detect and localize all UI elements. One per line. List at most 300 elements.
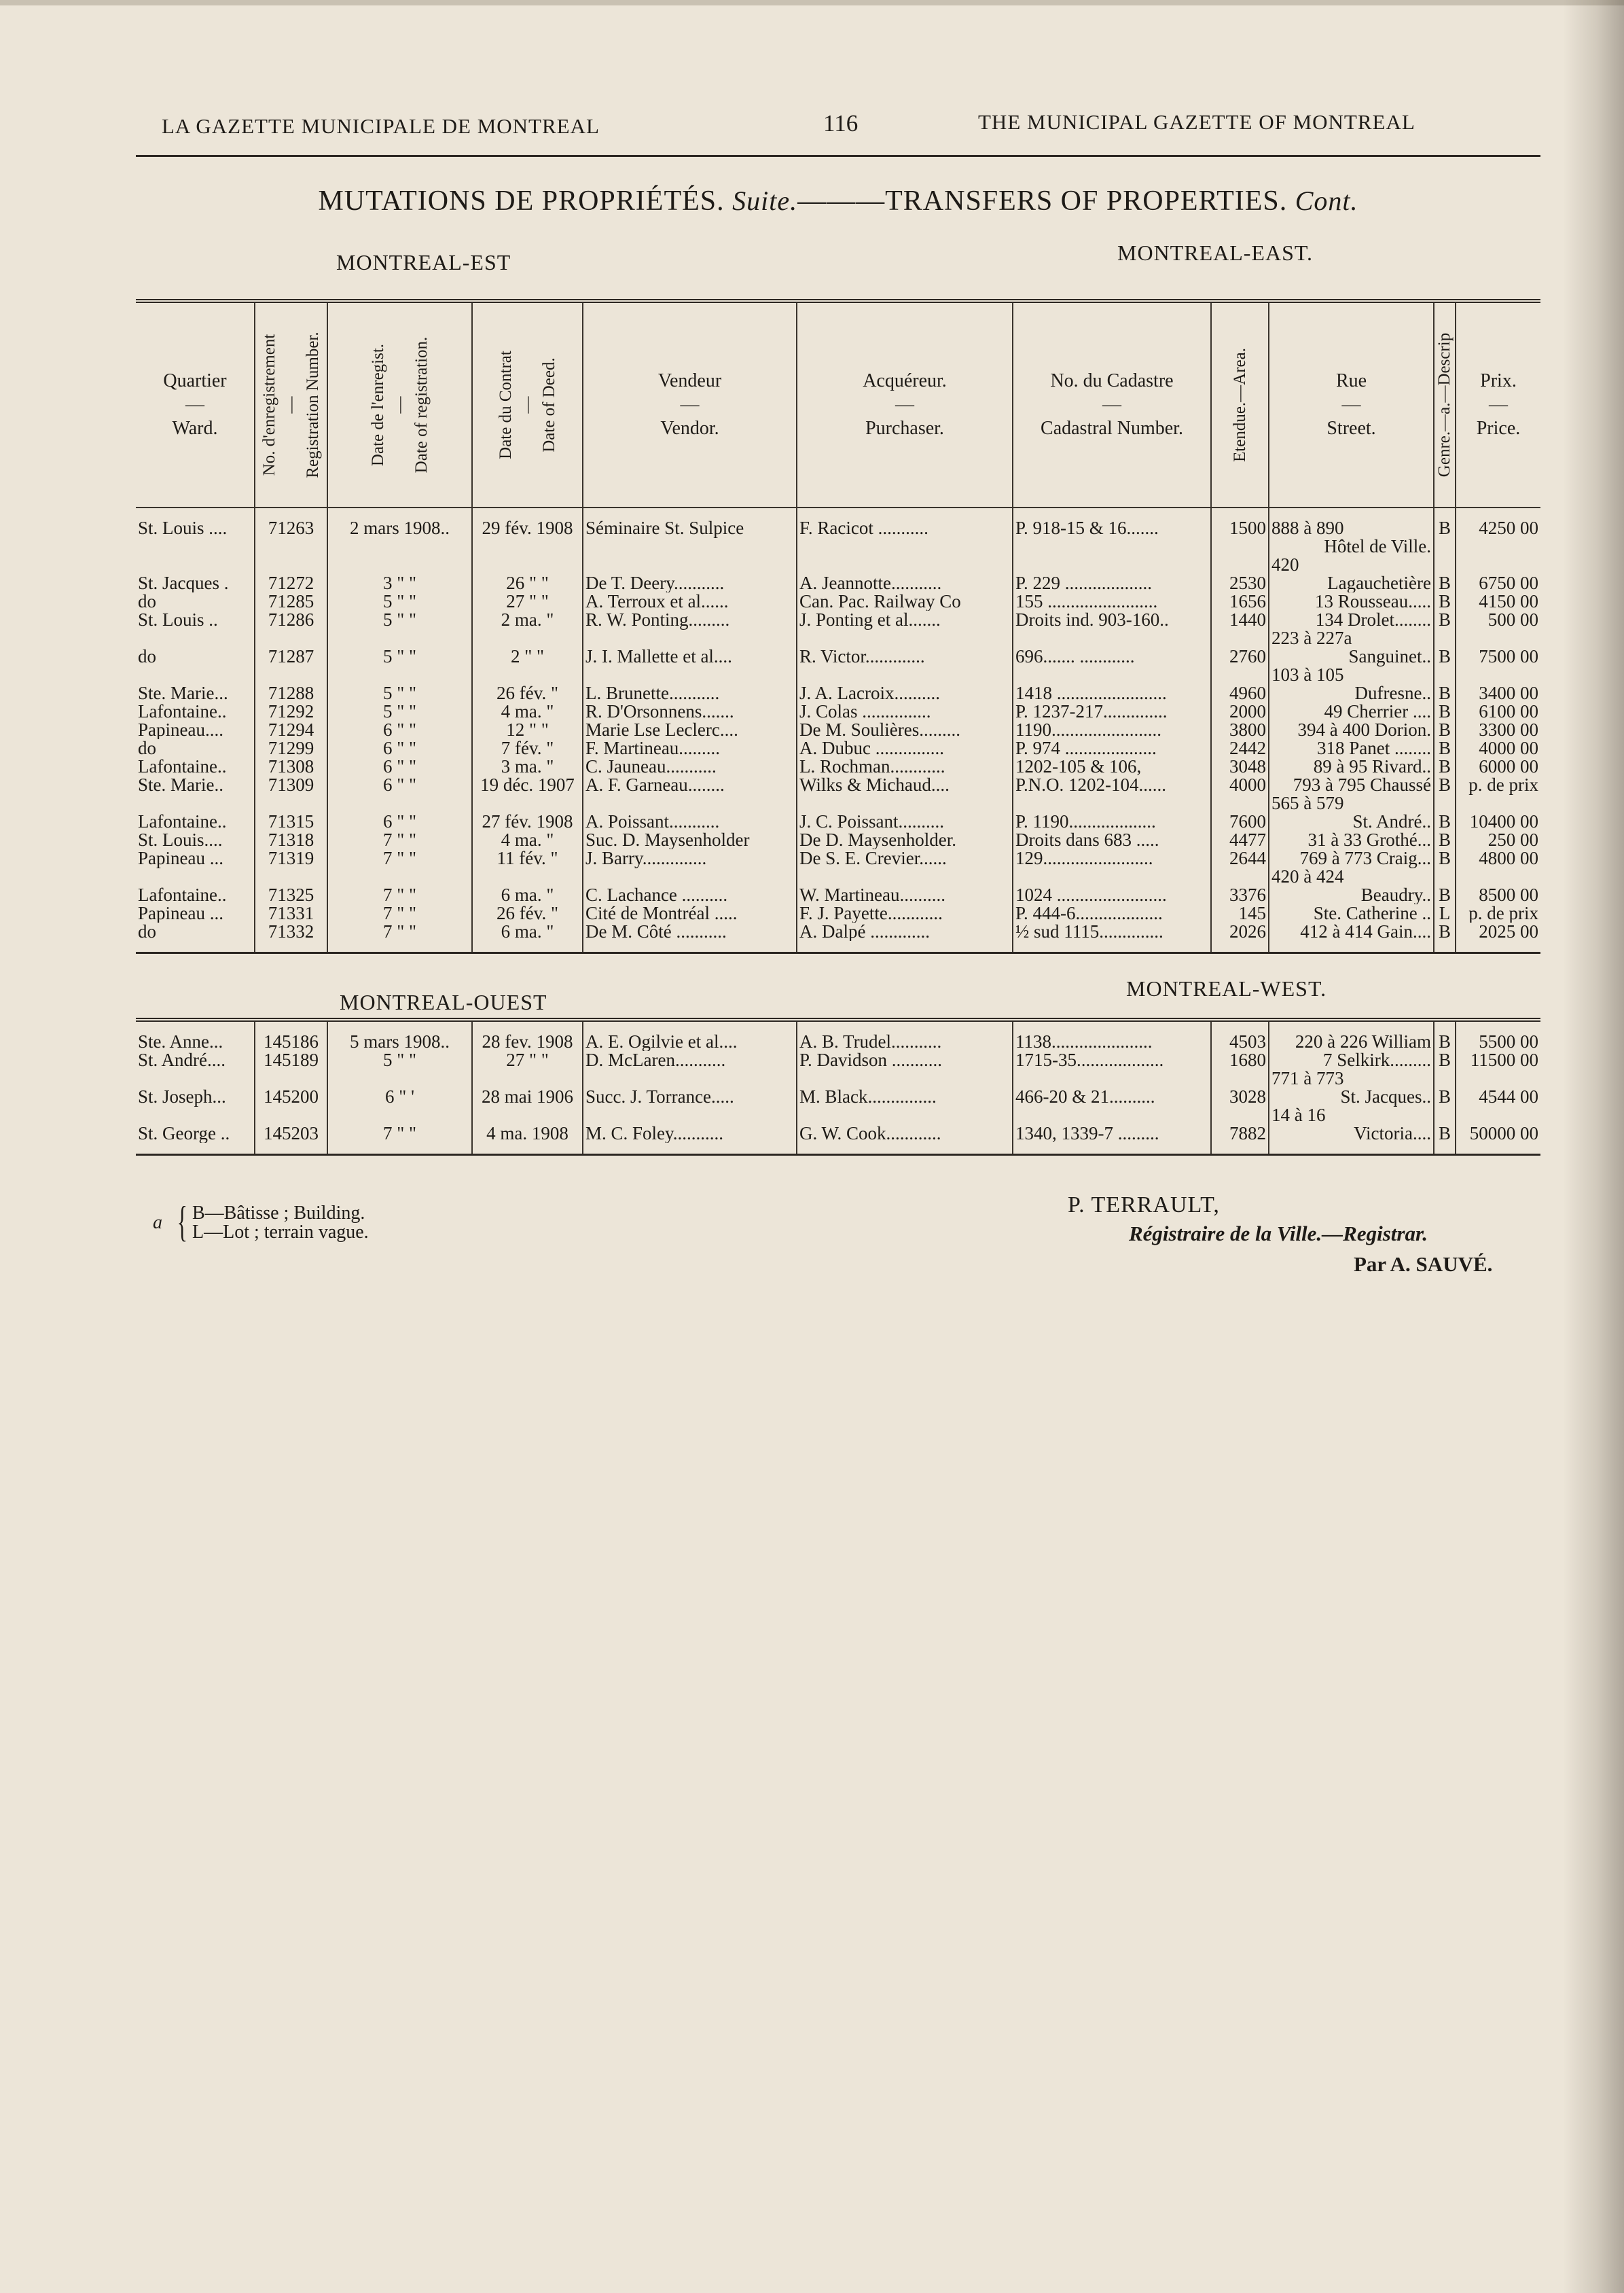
street-number-suffix: 420 <box>1271 554 1299 574</box>
date-registration-cell: 7 " " <box>327 831 472 849</box>
description-cell: B <box>1434 1124 1456 1143</box>
ward-cell: Ste. Marie... <box>138 684 228 703</box>
area-cell: 3028 <box>1211 1088 1269 1124</box>
ward-cell: St. Joseph... <box>138 1088 226 1107</box>
ward-cell: Papineau.... <box>138 721 223 739</box>
street-cell <box>1269 703 1434 721</box>
date-deed-cell: 29 fév. 1908 <box>472 519 583 574</box>
date-registration-cell: 6 " " <box>327 721 472 739</box>
street-cell <box>1269 1033 1434 1051</box>
header-right: THE MUNICIPAL GAZETTE OF MONTREAL <box>978 110 1415 134</box>
registration-number-cell: 71299 <box>255 739 327 758</box>
street-number-suffix: 14 à 16 <box>1271 1105 1326 1124</box>
purchaser-cell: L. Rochman............ <box>797 758 1013 776</box>
vendor-cell: R. W. Ponting......... <box>583 611 797 647</box>
signature-title: Régistraire de la Ville.—Registrar. <box>1129 1222 1428 1245</box>
cadastral-number-cell: 129........................ <box>1013 849 1211 886</box>
date-registration-cell: 5 mars 1908.. <box>327 1033 472 1051</box>
street-name: 7 Selkirk......... <box>1323 1051 1431 1070</box>
header-left: LA GAZETTE MUNICIPALE DE MONTREAL <box>162 114 600 138</box>
price-cell: 4000 00 <box>1456 739 1540 758</box>
table-row <box>136 574 1540 592</box>
date-registration-cell: 6 " " <box>327 739 472 758</box>
ward-cell: St. Louis.... <box>138 831 223 849</box>
date-registration-cell: 5 " " <box>327 703 472 721</box>
street-name: St. André.. <box>1352 813 1431 831</box>
vendor-cell: Suc. D. Maysenholder <box>583 831 797 849</box>
vendor-cell: D. McLaren........... <box>583 1051 797 1088</box>
area-cell: 145 <box>1211 904 1269 923</box>
description-cell: B <box>1434 611 1456 647</box>
registration-number-cell: 71294 <box>255 721 327 739</box>
signature-by: Par A. SAUVÉ. <box>1354 1252 1493 1276</box>
description-cell: B <box>1434 574 1456 592</box>
col-date-deed: Date du Contrat — Date of Deed. <box>472 301 583 508</box>
purchaser-cell: P. Davidson ........... <box>797 1051 1013 1088</box>
vendor-cell: Séminaire St. Sulpice <box>583 519 797 574</box>
street-name: 394 à 400 Dorion. <box>1297 721 1431 739</box>
registration-number-cell: 71318 <box>255 831 327 849</box>
date-deed-cell: 7 fév. " <box>472 739 583 758</box>
area-cell: 7882 <box>1211 1124 1269 1143</box>
east-transfers-table <box>136 299 1540 954</box>
signature-name: P. TERRAULT, <box>1068 1192 1220 1217</box>
area-cell: 7600 <box>1211 813 1269 831</box>
price-cell: 3400 00 <box>1456 684 1540 703</box>
vendor-cell: F. Martineau......... <box>583 739 797 758</box>
street-name: Sanguinet.. <box>1348 647 1431 666</box>
purchaser-cell: J. Ponting et al....... <box>797 611 1013 647</box>
description-cell: B <box>1434 831 1456 849</box>
area-cell: 1656 <box>1211 592 1269 611</box>
street-name: 793 à 795 Chaussé <box>1293 776 1431 795</box>
street-cell <box>1269 611 1434 647</box>
date-deed-cell: 6 ma. " <box>472 923 583 941</box>
col-date-registration: Date de l'enregist. — Date of registration. <box>327 301 472 508</box>
street-name: Ste. Catherine .. <box>1313 904 1431 923</box>
area-cell: 2644 <box>1211 849 1269 886</box>
col-registration-number: No. d'enregistrement — Registration Number. <box>255 301 327 508</box>
ward-cell: St. Louis .... <box>138 519 228 538</box>
street-cell <box>1269 739 1434 758</box>
description-cell: B <box>1434 886 1456 904</box>
date-deed-cell: 4 ma. 1908 <box>472 1124 583 1143</box>
date-registration-cell: 6 " " <box>327 776 472 813</box>
date-registration-cell: 6 " " <box>327 758 472 776</box>
spacer-row <box>136 1020 1540 1033</box>
ward-cell: Lafontaine.. <box>138 758 227 776</box>
price-cell: 4250 00 <box>1456 519 1540 574</box>
cadastral-number-cell: Droits dans 683 ..... <box>1013 831 1211 849</box>
price-cell: 6000 00 <box>1456 758 1540 776</box>
description-cell: B <box>1434 684 1456 703</box>
table-row <box>136 886 1540 904</box>
col-price: Prix. — Price. <box>1456 301 1540 508</box>
description-cell: B <box>1434 1033 1456 1051</box>
description-cell: B <box>1434 776 1456 813</box>
price-cell: p. de prix <box>1456 776 1540 813</box>
region-west-fr: MONTREAL-OUEST <box>340 990 547 1014</box>
price-cell: 2025 00 <box>1456 923 1540 941</box>
price-cell: 5500 00 <box>1456 1033 1540 1051</box>
description-cell: B <box>1434 758 1456 776</box>
table-row <box>136 703 1540 721</box>
vendor-cell: C. Jauneau........... <box>583 758 797 776</box>
vendor-cell: M. C. Foley........... <box>583 1124 797 1143</box>
vendor-cell: A. E. Ogilvie et al.... <box>583 1033 797 1051</box>
street-cell <box>1269 849 1434 886</box>
vendor-cell: C. Lachance .......... <box>583 886 797 904</box>
vendor-cell: Succ. J. Torrance..... <box>583 1088 797 1124</box>
registration-number-cell: 145203 <box>255 1124 327 1143</box>
registration-number-cell: 71309 <box>255 776 327 813</box>
date-registration-cell: 7 " " <box>327 923 472 941</box>
area-cell: 1680 <box>1211 1051 1269 1088</box>
street-number-suffix: 420 à 424 <box>1271 866 1344 886</box>
title-dash: ——— <box>797 185 886 217</box>
cadastral-number-cell: P. 974 .................... <box>1013 739 1211 758</box>
table-row <box>136 647 1540 684</box>
description-cell: B <box>1434 519 1456 574</box>
price-cell: 500 00 <box>1456 611 1540 647</box>
area-cell: 2000 <box>1211 703 1269 721</box>
ward-cell: do <box>138 739 156 758</box>
col-street: Rue — Street. <box>1269 301 1434 508</box>
cadastral-number-cell: 1715-35................... <box>1013 1051 1211 1088</box>
table-row <box>136 923 1540 941</box>
area-cell: 4477 <box>1211 831 1269 849</box>
street-name: Lagauchetière <box>1327 574 1431 592</box>
street-name: 31 à 33 Grothé... <box>1307 831 1431 849</box>
spacer-row <box>136 508 1540 519</box>
ward-cell: St. André.... <box>138 1051 226 1070</box>
registration-number-cell: 71272 <box>255 574 327 592</box>
date-deed-cell: 27 " " <box>472 1051 583 1088</box>
date-registration-cell: 5 " " <box>327 1051 472 1088</box>
ward-cell: Lafontaine.. <box>138 813 227 831</box>
street-name: 134 Drolet........ <box>1315 611 1431 630</box>
description-cell: L <box>1434 904 1456 923</box>
table-row <box>136 831 1540 849</box>
purchaser-cell: Wilks & Michaud.... <box>797 776 1013 813</box>
price-cell: p. de prix <box>1456 904 1540 923</box>
street-cell <box>1269 1124 1434 1143</box>
ward-cell: Lafontaine.. <box>138 886 227 904</box>
vendor-cell: A. Poissant........... <box>583 813 797 831</box>
date-registration-cell: 6 " " <box>327 813 472 831</box>
date-registration-cell: 7 " " <box>327 1124 472 1143</box>
spacer-row <box>136 941 1540 953</box>
street-cell <box>1269 721 1434 739</box>
description-cell: B <box>1434 849 1456 886</box>
col-area: Etendue.—Area. <box>1211 301 1269 508</box>
street-name: 769 à 773 Craig... <box>1299 849 1431 868</box>
table-row <box>136 1088 1540 1124</box>
street-number-suffix: 771 à 773 <box>1271 1068 1344 1088</box>
west-table-body <box>136 1020 1540 1155</box>
date-deed-cell: 12 " " <box>472 721 583 739</box>
cadastral-number-cell: P. 444-6................... <box>1013 904 1211 923</box>
area-cell: 4960 <box>1211 684 1269 703</box>
date-registration-cell: 7 " " <box>327 849 472 886</box>
cadastral-number-cell: 1190........................ <box>1013 721 1211 739</box>
area-cell: 4503 <box>1211 1033 1269 1051</box>
purchaser-cell: A. Dalpé ............. <box>797 923 1013 941</box>
area-cell: 3800 <box>1211 721 1269 739</box>
header-rule <box>136 155 1540 157</box>
date-deed-cell: 3 ma. " <box>472 758 583 776</box>
registration-number-cell: 71319 <box>255 849 327 886</box>
date-deed-cell: 26 " " <box>472 574 583 592</box>
table-row <box>136 1051 1540 1088</box>
col-ward: Quartier — Ward. <box>136 301 255 508</box>
price-cell: 11500 00 <box>1456 1051 1540 1088</box>
binding-shadow <box>1563 0 1624 2293</box>
description-cell: B <box>1434 721 1456 739</box>
ward-cell: St. Jacques . <box>138 574 229 592</box>
street-name: Victoria.... <box>1354 1124 1431 1143</box>
date-registration-cell: 7 " " <box>327 886 472 904</box>
price-cell: 8500 00 <box>1456 886 1540 904</box>
area-cell: 3048 <box>1211 758 1269 776</box>
ward-cell: Papineau ... <box>138 904 223 923</box>
street-number-prefix: 888 à 890 <box>1271 519 1344 538</box>
street-cell <box>1269 923 1434 941</box>
spacer-row <box>136 1143 1540 1155</box>
table-row <box>136 813 1540 831</box>
street-name: 13 Rousseau..... <box>1315 592 1431 611</box>
purchaser-cell: A. Dubuc ............... <box>797 739 1013 758</box>
purchaser-cell: De D. Maysenholder. <box>797 831 1013 849</box>
registration-number-cell: 71286 <box>255 611 327 647</box>
table-row <box>136 758 1540 776</box>
street-number-suffix: 565 à 579 <box>1271 793 1344 813</box>
street-name: 49 Cherrier .... <box>1324 703 1431 721</box>
street-name: 89 à 95 Rivard.. <box>1313 758 1431 776</box>
purchaser-cell: F. Racicot ........... <box>797 519 1013 574</box>
registration-number-cell: 71308 <box>255 758 327 776</box>
street-cell <box>1269 574 1434 592</box>
street-cell <box>1269 813 1434 831</box>
page-number: 116 <box>823 110 859 137</box>
date-registration-cell: 2 mars 1908.. <box>327 519 472 574</box>
table-row <box>136 1124 1540 1143</box>
street-cell <box>1269 1051 1434 1088</box>
registration-number-cell: 145189 <box>255 1051 327 1088</box>
street-cell <box>1269 758 1434 776</box>
street-name: Beaudry.. <box>1360 886 1431 904</box>
purchaser-cell: W. Martineau.......... <box>797 886 1013 904</box>
registration-number-cell: 71288 <box>255 684 327 703</box>
footnote-building: B—Bâtisse ; Building. <box>192 1203 365 1224</box>
description-cell: B <box>1434 1088 1456 1124</box>
footnote-lot: L—Lot ; terrain vague. <box>192 1222 369 1243</box>
col-purchaser: Acquéreur. — Purchaser. <box>797 301 1013 508</box>
street-name: Dufresne.. <box>1354 684 1431 703</box>
area-cell: 3376 <box>1211 886 1269 904</box>
date-deed-cell: 2 ma. " <box>472 611 583 647</box>
date-deed-cell: 28 mai 1906 <box>472 1088 583 1124</box>
cadastral-number-cell: 1340, 1339-7 ......... <box>1013 1124 1211 1143</box>
date-registration-cell: 5 " " <box>327 592 472 611</box>
street-name: 220 à 226 William <box>1295 1033 1431 1051</box>
registration-number-cell: 71285 <box>255 592 327 611</box>
cadastral-number-cell: 1418 ........................ <box>1013 684 1211 703</box>
purchaser-cell: A. Jeannotte........... <box>797 574 1013 592</box>
area-cell: 1500 <box>1211 519 1269 574</box>
table-row <box>136 739 1540 758</box>
street-cell <box>1269 831 1434 849</box>
table-row <box>136 684 1540 703</box>
table-row <box>136 849 1540 886</box>
price-cell: 6750 00 <box>1456 574 1540 592</box>
title-en-cont: Cont. <box>1295 185 1358 216</box>
vendor-cell: L. Brunette........... <box>583 684 797 703</box>
street-cell <box>1269 519 1434 574</box>
ward-cell: St. George .. <box>138 1124 230 1143</box>
cadastral-number-cell: 1202-105 & 106, <box>1013 758 1211 776</box>
cadastral-number-cell: ½ sud 1115.............. <box>1013 923 1211 941</box>
price-cell: 4544 00 <box>1456 1088 1540 1124</box>
description-cell: B <box>1434 703 1456 721</box>
purchaser-cell: De M. Soulières......... <box>797 721 1013 739</box>
east-header-row <box>136 301 1540 508</box>
ward-cell: Lafontaine.. <box>138 703 227 721</box>
vendor-cell: A. Terroux et al...... <box>583 592 797 611</box>
street-cell <box>1269 886 1434 904</box>
area-cell: 2442 <box>1211 739 1269 758</box>
date-registration-cell: 5 " " <box>327 611 472 647</box>
table-row <box>136 721 1540 739</box>
street-cell <box>1269 1088 1434 1124</box>
cadastral-number-cell: P. 1190................... <box>1013 813 1211 831</box>
price-cell: 4800 00 <box>1456 849 1540 886</box>
cadastral-number-cell: 1024 ........................ <box>1013 886 1211 904</box>
footnote-lines <box>192 1204 369 1242</box>
registration-number-cell: 71287 <box>255 647 327 684</box>
col-vendor: Vendeur — Vendor. <box>583 301 797 508</box>
street-cell <box>1269 776 1434 813</box>
date-registration-cell: 3 " " <box>327 574 472 592</box>
table-row <box>136 776 1540 813</box>
description-cell: B <box>1434 813 1456 831</box>
street-number-suffix: 223 à 227a <box>1271 628 1352 647</box>
footnote-marker: a <box>153 1212 162 1233</box>
area-cell: 2026 <box>1211 923 1269 941</box>
registration-number-cell: 71325 <box>255 886 327 904</box>
cadastral-number-cell: 696....... ............ <box>1013 647 1211 684</box>
price-cell: 3300 00 <box>1456 721 1540 739</box>
price-cell: 10400 00 <box>1456 813 1540 831</box>
region-east-en: MONTREAL-EAST. <box>1117 241 1314 265</box>
date-registration-cell: 6 " ' <box>327 1088 472 1124</box>
street-cell <box>1269 592 1434 611</box>
purchaser-cell: De S. E. Crevier...... <box>797 849 1013 886</box>
region-west-en: MONTREAL-WEST. <box>1126 976 1327 1001</box>
title-en: TRANSFERS OF PROPERTIES. <box>885 185 1288 217</box>
date-deed-cell: 4 ma. " <box>472 703 583 721</box>
description-cell: B <box>1434 923 1456 941</box>
registration-number-cell: 71292 <box>255 703 327 721</box>
cadastral-number-cell: Droits ind. 903-160.. <box>1013 611 1211 647</box>
date-deed-cell: 28 fev. 1908 <box>472 1033 583 1051</box>
cadastral-number-cell: P. 229 ................... <box>1013 574 1211 592</box>
section-title <box>136 185 1540 217</box>
purchaser-cell: J. Colas ............... <box>797 703 1013 721</box>
date-registration-cell: 7 " " <box>327 904 472 923</box>
street-name: 318 Panet ........ <box>1317 739 1431 758</box>
area-cell: 2760 <box>1211 647 1269 684</box>
vendor-cell: Marie Lse Leclerc.... <box>583 721 797 739</box>
street-cell <box>1269 647 1434 684</box>
date-deed-cell: 19 déc. 1907 <box>472 776 583 813</box>
registration-number-cell: 145200 <box>255 1088 327 1124</box>
cadastral-number-cell: P. 918-15 & 16....... <box>1013 519 1211 574</box>
area-cell: 1440 <box>1211 611 1269 647</box>
vendor-cell: J. I. Mallette et al.... <box>583 647 797 684</box>
street-cell <box>1269 904 1434 923</box>
ward-cell: do <box>138 592 156 611</box>
purchaser-cell: A. B. Trudel........... <box>797 1033 1013 1051</box>
cadastral-number-cell: 1138...................... <box>1013 1033 1211 1051</box>
purchaser-cell: M. Black............... <box>797 1088 1013 1124</box>
area-cell: 2530 <box>1211 574 1269 592</box>
area-cell: 4000 <box>1211 776 1269 813</box>
ward-cell: do <box>138 647 156 666</box>
registration-number-cell: 71332 <box>255 923 327 941</box>
vendor-cell: R. D'Orsonnens....... <box>583 703 797 721</box>
price-cell: 4150 00 <box>1456 592 1540 611</box>
cadastral-number-cell: 466-20 & 21.......... <box>1013 1088 1211 1124</box>
purchaser-cell: J. A. Lacroix.......... <box>797 684 1013 703</box>
table-row <box>136 1033 1540 1051</box>
date-deed-cell: 27 fév. 1908 <box>472 813 583 831</box>
cadastral-number-cell: 155 ........................ <box>1013 592 1211 611</box>
registration-number-cell: 71315 <box>255 813 327 831</box>
vendor-cell: A. F. Garneau........ <box>583 776 797 813</box>
date-registration-cell: 5 " " <box>327 684 472 703</box>
date-deed-cell: 6 ma. " <box>472 886 583 904</box>
running-header <box>0 110 1542 148</box>
ward-cell: Ste. Anne... <box>138 1033 223 1051</box>
street-name: 412 à 414 Gain.... <box>1300 923 1431 941</box>
vendor-cell: De T. Deery........... <box>583 574 797 592</box>
vendor-cell: Cité de Montréal ..... <box>583 904 797 923</box>
price-cell: 50000 00 <box>1456 1124 1540 1143</box>
registration-number-cell: 71331 <box>255 904 327 923</box>
ward-cell: do <box>138 923 156 941</box>
date-deed-cell: 11 fév. " <box>472 849 583 886</box>
table-row <box>136 904 1540 923</box>
purchaser-cell: Can. Pac. Railway Co <box>797 592 1013 611</box>
table-row <box>136 592 1540 611</box>
date-deed-cell: 27 " " <box>472 592 583 611</box>
street-number-suffix: 103 à 105 <box>1271 664 1344 684</box>
title-fr: MUTATIONS DE PROPRIÉTÉS. <box>318 185 725 217</box>
ward-cell: St. Louis .. <box>138 611 218 630</box>
date-deed-cell: 4 ma. " <box>472 831 583 849</box>
street-name: Hôtel de Ville. <box>1324 536 1431 556</box>
price-cell: 250 00 <box>1456 831 1540 849</box>
purchaser-cell: R. Victor............. <box>797 647 1013 684</box>
table-row <box>136 519 1540 574</box>
cadastral-number-cell: P. 1237-217.............. <box>1013 703 1211 721</box>
ward-cell: Papineau ... <box>138 849 223 868</box>
description-cell: B <box>1434 1051 1456 1088</box>
cadastral-number-cell: P.N.O. 1202-104...... <box>1013 776 1211 813</box>
region-east-fr: MONTREAL-EST <box>336 250 511 274</box>
date-deed-cell: 2 " " <box>472 647 583 684</box>
